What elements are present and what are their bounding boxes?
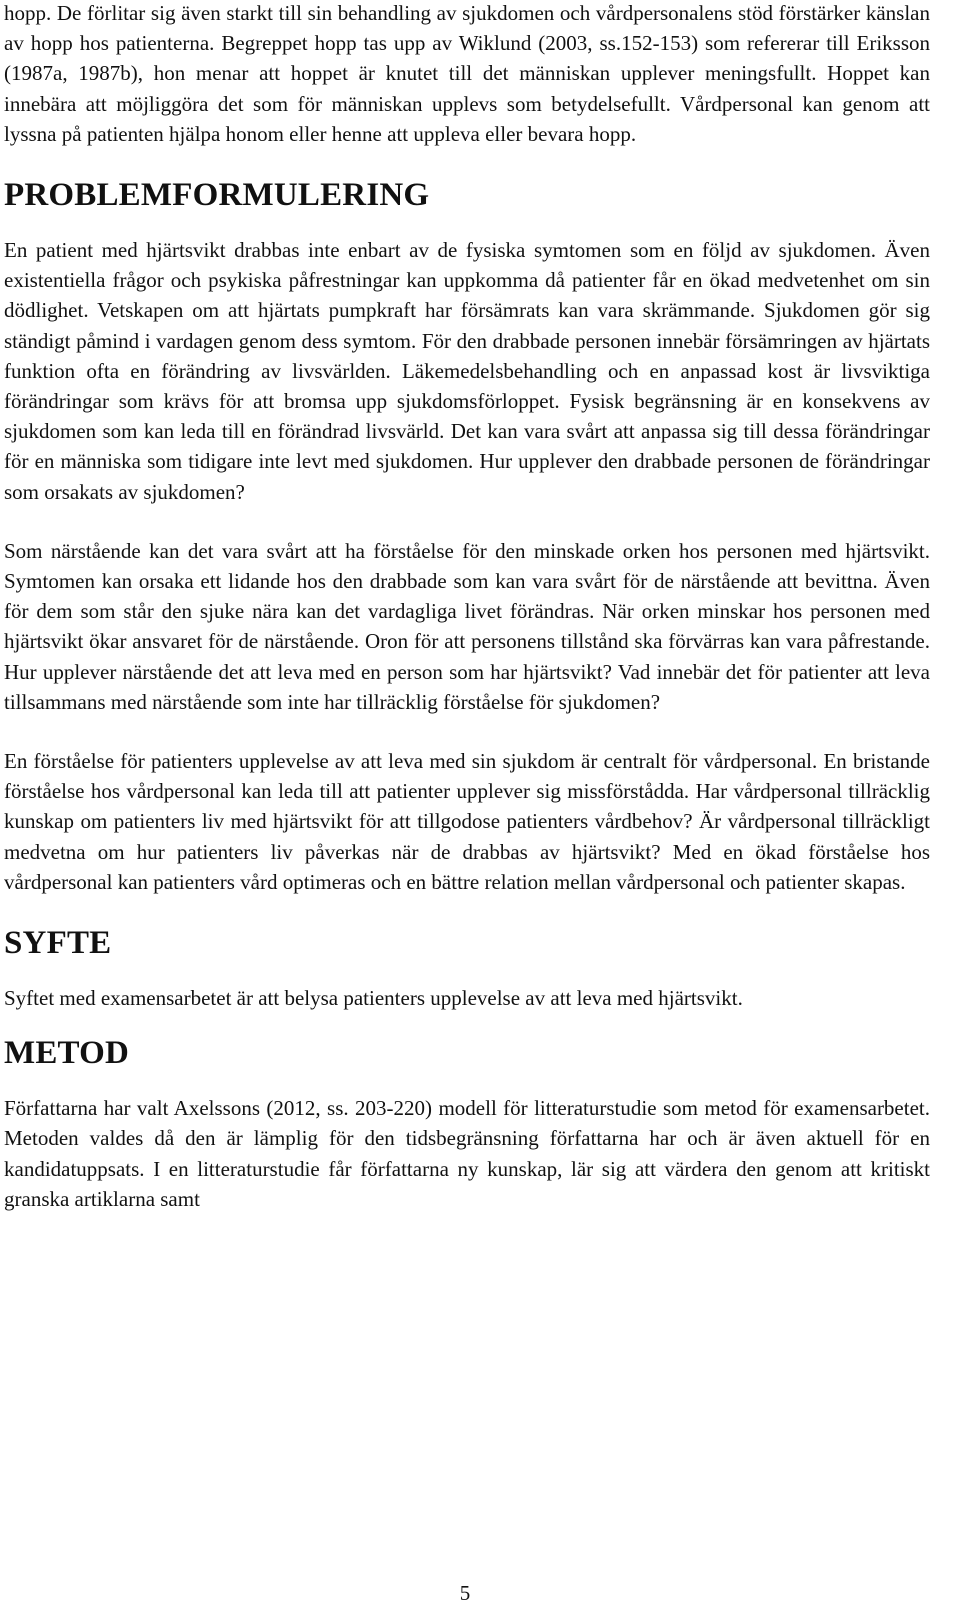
document-page — [4, 0, 930, 1214]
paragraph-spacer — [4, 717, 930, 746]
metod-heading: METOD — [4, 1035, 130, 1072]
problemformulering-paragraph-3: En förståelse för patienters upplevelse av att leva med sin sjukdom är centralt för vårdpersonal. En bristande förståelse hos vårdpersonal kan leda till att patienter upplever sig missförstådda. Har vårdpersonal tillräcklig kunskap om patienters liv med hjärtsvikt för att tillgodose patienters vårdbehov? Är vårdpersonal tillräckligt medvetna om hur patienters liv påverkas när de drabbas av hjärtsvikt? Med en ökad förståelse hos vårdpersonal kan patienters vård optimeras och en bättre relation mellan vårdpersonal och patienter skapas. — [4, 749, 930, 894]
problemformulering-paragraph-1: En patient med hjärtsvikt drabbas inte enbart av de fysiska symtomen som en följd av sjukdomen. Även existentiella frågor och psykiska påfrestningar kan uppkomma då patienter får en ökad medvetenhet om sin dödlighet. Vetskapen om att hjärtats pumpkraft har försämrats kan vara skrämmande. Sjukdomen gör sig ständigt påmind i vardagen genom dess symtom. För den drabbade personen innebär försämringen av hjärtats funktion ofta en förändring av livsvärlden. Läkemedelsbehandling och en anpassad kost är livsviktiga förändringar som krävs för att bromsa upp sjukdomsförloppet. Fysisk begränsning är en konsekvens av sjukdomen som kan leda till en förändrad livsvärld. Det kan vara svårt att anpassa sig till dessa förändringar för en människa som tidigare inte levt med sjukdomen. Hur upplever den drabbade personen de förändringar som orsakats av sjukdomen? — [4, 238, 930, 504]
paragraph-spacer — [4, 507, 930, 536]
intro-paragraph: hopp. De förlitar sig även starkt till sin behandling av sjukdomen och vårdpersonalens stöd förstärker känslan av hopp hos patienterna. Begreppet hopp tas upp av Wiklund (2003, ss.152-153) som refererar till Eriksson (1987a, 1987b), hon menar att hoppet är knutet till det människan upplever meningsfullt. Hoppet kan innebära att möjliggöra det som för människan upplevs som betydelsefullt. Vårdpersonal kan genom att lyssna på patienten hjälpa honom eller henne att uppleva eller bevara hopp. — [4, 1, 930, 146]
metod-paragraph: Författarna har valt Axelssons (2012, ss. 203-220) modell för litteraturstudie som metod för examensarbetet. Metoden valdes då den är lämplig för den tidsbegränsning författarna har och är även aktuell för en kandidatuppsats. I en litteraturstudie får författarna ny kunskap, lär sig att värdera den genom att kritiskt granska artiklarna samt — [4, 1096, 930, 1211]
syfte-paragraph: Syftet med examensarbetet är att belysa patienters upplevelse av att leva med hjärtsvikt. — [4, 986, 743, 1011]
syfte-heading: SYFTE — [4, 925, 112, 962]
page-number: 5 — [459, 1581, 471, 1605]
problemformulering-heading: PROBLEMFORMULERING — [4, 177, 430, 214]
problemformulering-paragraph-2: Som närstående kan det vara svårt att ha förståelse för den minskade orken hos personen med hjärtsvikt. Symtomen kan orsaka ett lidande hos den drabbade som kan vara svårt för de närstående att bevittna. Även för dem som står den sjuke nära kan det vardagliga livet förändras. När orken minskar hos personen med hjärtsvikt ökar ansvaret för de närstående. Oron för att personens tillstånd ska förvärras kan vara påfrestande. Hur upplever närstående det att leva med en person som har hjärtsvikt? Vad innebär det för patienter att leva tillsammans med närstående som inte har tillräcklig förståelse för sjukdomen? — [4, 538, 930, 714]
